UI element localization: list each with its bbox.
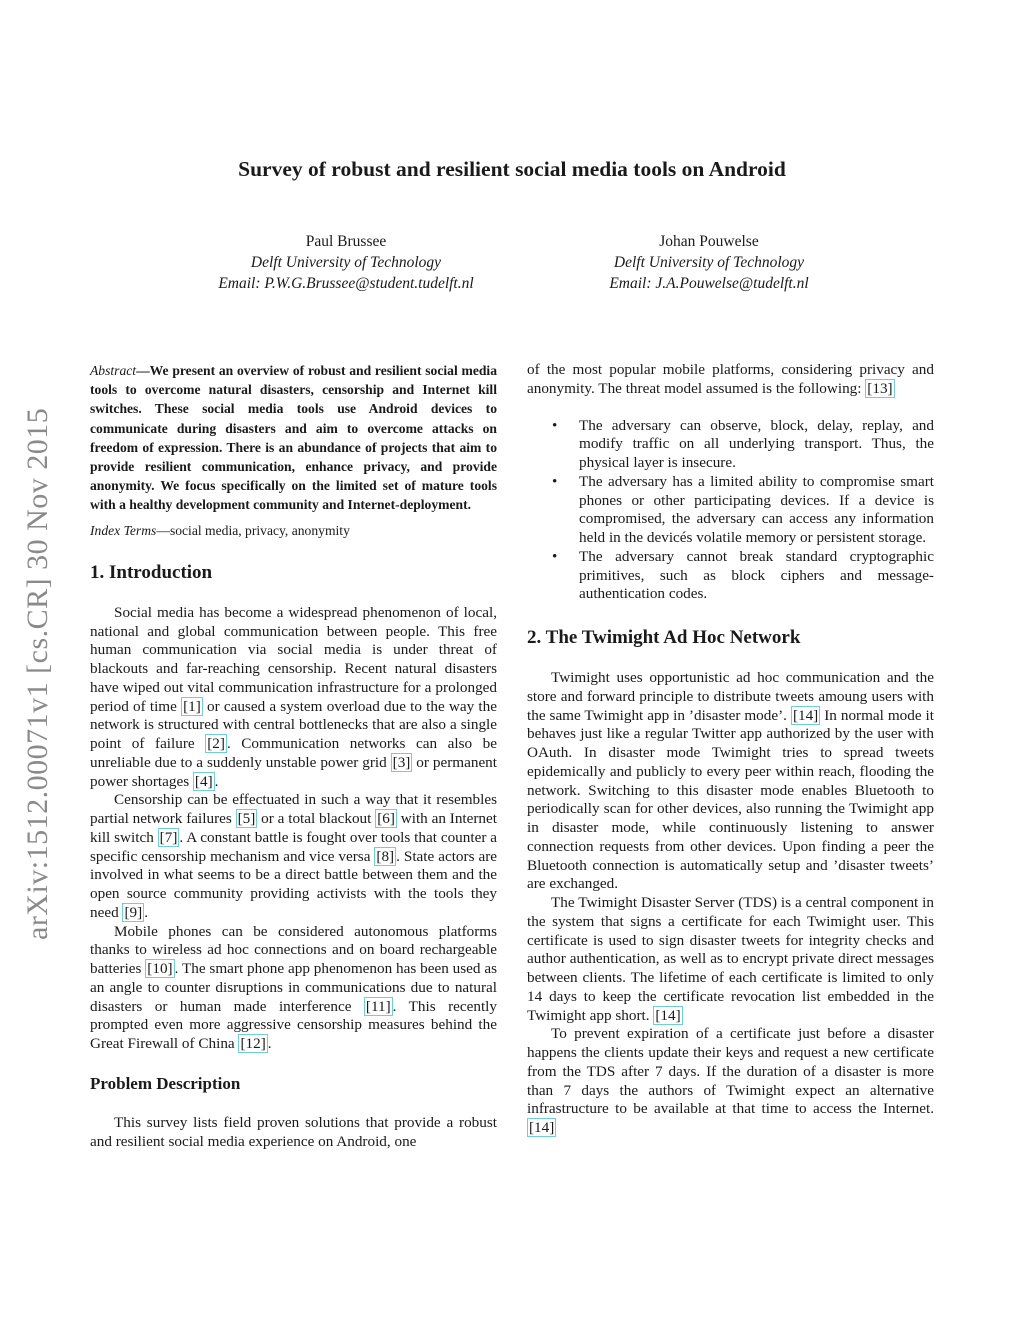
section-heading-twimight: 2. The Twimight Ad Hoc Network [527, 627, 801, 648]
author-name: Johan Pouwelse [659, 233, 759, 250]
author-email: Email: P.W.G.Brussee@student.tudelft.nl [218, 275, 474, 292]
list-item [552, 416, 934, 473]
text-run: . [267, 1035, 272, 1053]
text-run: Social media has become a widespread phenomenon of local, national and global communication between people. This free human communication via social media is under threat of blackouts and far-reaching censorship. Recent natural disasters have wiped out vital communication infrastructure for a prolonged period of time [90, 603, 497, 715]
subsection-heading-problem-description: Problem Description [90, 1073, 241, 1093]
list-item-text: The adversary can observe, block, delay, replay, and modify traffic on all underlying transport. Thus, the physical layer is insecure. [579, 416, 934, 471]
text-run: . A constant battle is fought over tools that counter a specific censorship mechanism and vice versa [90, 828, 498, 865]
text-run: . State actors are involved in what seems to be a direct battle between them and the open source community providing activists with the tools they need [90, 847, 497, 921]
list-item-text: The adversary has a limited ability to compromise smart phones or other participating devices. If a device is compromised, the adversary can access any information held in the devicés volatile memory or persistent storage. [579, 472, 934, 546]
list-item [552, 472, 934, 548]
index-terms [90, 521, 497, 540]
citation-link[interactable]: [6] [377, 810, 395, 828]
text-run: In normal mode it behaves just like a regular Twitter app authorized by the user with OAuth. In disaster mode Twimight tries to spread tweets epidemically and publicly to every peer within reach, flooding the network. Switching to this disaster mode enables Bluetooth to periodically scan for other devices, also running the Twimight app in disaster mode, while continuously listening to answer connection requests from other devices. Upon finding a peer the Bluetooth connection is automatically setup and ’disaster tweets’ are exchanged. [527, 706, 934, 893]
intro-paragraph-1 [90, 604, 497, 792]
text-run: Censorship can be effectuated in such a way that it resembles partial network failures [90, 791, 497, 828]
author-email: Email: J.A.Pouwelse@tudelft.nl [609, 275, 809, 292]
text-run: or a total blackout [257, 810, 376, 828]
text-run: with an Internet kill switch [90, 810, 497, 846]
arxiv-identifier: arXiv:1512.00071v1 [cs.CR] 30 Nov 2015 [21, 407, 54, 940]
intro-paragraph-3 [90, 923, 497, 1054]
left-column [90, 361, 497, 1151]
twimight-paragraph-1 [527, 669, 934, 894]
text-run: To prevent expiration of a certificate just before a disaster happens the clients update their keys and request a new certificate from the TDS after 7 days. If the duration of a disaster is more than 7 days the authors of Twimight expect an alternative infrastructure to be available at that time to access the Internet. [527, 1025, 934, 1118]
bullet-icon: • [552, 547, 558, 565]
citation-link[interactable]: [10] [147, 960, 173, 978]
author-affiliation: Delft University of Technology [613, 254, 805, 271]
bullet-icon: • [552, 416, 558, 434]
author-block-1 [166, 231, 526, 294]
index-terms-label: Index Terms [90, 522, 157, 538]
citation-link[interactable]: [4] [194, 772, 213, 790]
citation-link[interactable]: [9] [124, 903, 143, 921]
text-run: . This recently prompted even more aggressive censorship measures behind the Great Firewall of China [90, 997, 497, 1053]
author-block-2 [529, 231, 889, 294]
twimight-paragraph-3 [527, 1025, 934, 1138]
text-run: or permanent power shortages [90, 753, 497, 790]
problem-paragraph-continued [527, 361, 934, 399]
author-affiliation: Delft University of Technology [250, 254, 442, 271]
abstract-text: —We present an overview of robust and resilient social media tools to overcome natural disasters, censorship and Internet kill switches. These social media tools use Android devices to communicate during disasters and aim to overcome attacks on freedom of expression. There is an abundance of projects that aim to provide resilient communication, enhance privacy, and provide anonymity. We focus specifically on the limited set of mature tools with a healthy development community and Internet-deployment. [90, 363, 497, 513]
citation-link[interactable]: [3] [392, 753, 411, 771]
bullet-icon: • [552, 472, 558, 490]
text-run: . Communication networks can also be unreliable due to a suddenly unstable power grid [90, 735, 497, 771]
citation-link[interactable]: [1] [183, 697, 201, 715]
threat-model-list [527, 417, 934, 605]
citation-link[interactable]: [14] [529, 1119, 555, 1136]
citation-link[interactable]: [13] [867, 379, 893, 397]
text-run: Twimight uses opportunistic ad hoc communication and the store and forward principle to distribute tweets amoung users with the same Twimight app in ’disaster mode’. [527, 669, 934, 724]
section-heading-introduction: 1. Introduction [90, 561, 213, 583]
text-run: Mobile phones can be considered autonomous platforms thanks to wireless ad hoc connections and on board rechargeable batteries [90, 922, 497, 978]
twimight-paragraph-2 [527, 894, 934, 1025]
author-name: Paul Brussee [305, 233, 387, 250]
text-run: of the most popular mobile platforms, considering privacy and anonymity. The threat model assumed is the following: [527, 361, 934, 397]
index-terms-text: —social media, privacy, anonymity [156, 522, 350, 538]
text-run: . The smart phone app phenomenon has been used as an angle to counter disruptions in communications due to natural disasters or human made interference [90, 960, 497, 1015]
right-column [527, 361, 934, 1138]
citation-link[interactable]: [12] [240, 1035, 266, 1053]
text-run: The Twimight Disaster Server (TDS) is a central component in the system that signs a certificate for each Twimight user. This certificate is used to sign disaster tweets for integrity checks and author authentication, as well as to encrypt private direct messages between clients. The lifetime of each certificate is limited to only 14 days to keep the certificate revocation list embedded in the Twimight app short. [527, 894, 934, 1024]
abstract-label: Abstract [90, 363, 137, 378]
citation-link[interactable]: [2] [207, 735, 225, 753]
problem-paragraph: This survey lists field proven solutions that provide a robust and resilient social media experience on Android, one [90, 1113, 497, 1150]
citation-link[interactable]: [14] [655, 1006, 681, 1024]
paper-title: Survey of robust and resilient social media tools on Android [238, 157, 786, 181]
text-run: . [214, 772, 219, 790]
text-run: . [144, 903, 148, 921]
text-run: or caused a system overload due to the way the network is structured with central bottlenecks that are also a single point of failure [90, 697, 497, 753]
citation-link[interactable]: [8] [376, 847, 395, 865]
intro-paragraph-2 [90, 791, 497, 922]
list-item-text: The adversary cannot break standard cryptographic primitives, such as block ciphers and message-authentication codes. [579, 547, 934, 603]
abstract [90, 361, 497, 515]
citation-link[interactable]: [7] [159, 828, 178, 846]
list-item [552, 547, 934, 604]
citation-link[interactable]: [14] [792, 706, 819, 724]
citation-link[interactable]: [5] [237, 810, 256, 828]
citation-link[interactable]: [11] [365, 997, 391, 1015]
